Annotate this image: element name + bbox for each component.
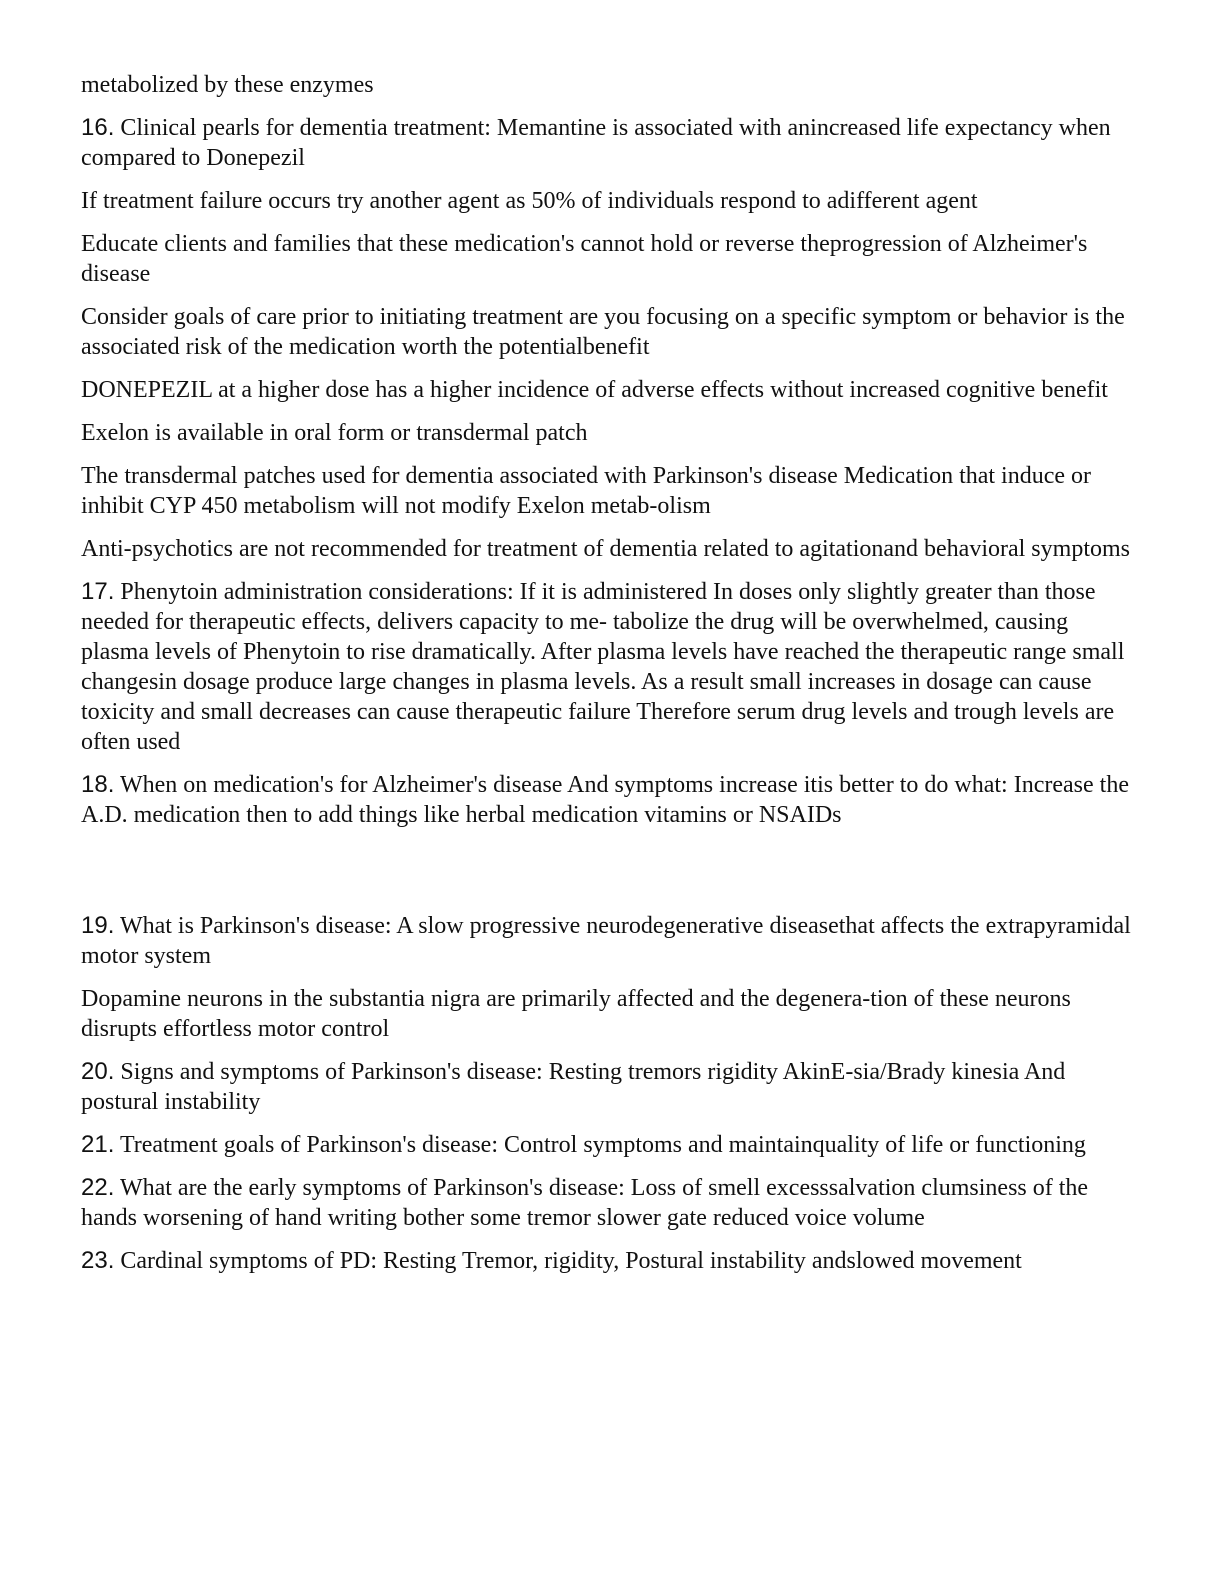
- paragraph-text: metabolized by these enzymes: [81, 72, 374, 98]
- item-18: [81, 770, 1132, 830]
- item-22: [81, 1173, 1132, 1233]
- paragraph: [81, 534, 1132, 564]
- paragraph: [81, 984, 1132, 1044]
- paragraph-text: Exelon is available in oral form or transdermal patch: [81, 420, 588, 446]
- paragraph-text: If treatment failure occurs try another agent as 50% of individuals respond to adifferent agent: [81, 188, 978, 214]
- section-gap: [81, 843, 1132, 911]
- item-number: 18.: [81, 771, 115, 798]
- item-text: Treatment goals of Parkinson's disease: Control symptoms and maintainquality of life or functioning: [114, 1132, 1086, 1158]
- paragraph: [81, 461, 1132, 521]
- item-text: What is Parkinson's disease: A slow progressive neurodegenerative diseasethat affects the extrapyramidal motor system: [81, 913, 1131, 969]
- item-text: Clinical pearls for dementia treatment: Memantine is associated with anincreased life expectancy when compared to Donepezil: [81, 115, 1111, 171]
- item-number: 23.: [81, 1247, 115, 1274]
- item-23: [81, 1246, 1132, 1276]
- item-number: 20.: [81, 1058, 115, 1085]
- paragraph: [81, 186, 1132, 216]
- item-number: 16.: [81, 114, 115, 141]
- paragraph-text: Dopamine neurons in the substantia nigra are primarily affected and the degenera-tion of these neurons disrupts effortless motor control: [81, 986, 1071, 1042]
- item-number: 17.: [81, 578, 115, 605]
- item-21: [81, 1130, 1132, 1160]
- item-number: 19.: [81, 912, 115, 939]
- paragraph: [81, 375, 1132, 405]
- paragraph-continuation: [81, 70, 1132, 100]
- item-20: [81, 1057, 1132, 1117]
- paragraph: [81, 418, 1132, 448]
- item-19: [81, 911, 1132, 971]
- item-number: 21.: [81, 1131, 115, 1158]
- paragraph: [81, 302, 1132, 362]
- paragraph: [81, 229, 1132, 289]
- item-text: What are the early symptoms of Parkinson's disease: Loss of smell excesssalvation clumsiness of the hands worsening of hand writing bother some tremor slower gate reduced voice volume: [81, 1175, 1089, 1231]
- item-text: Phenytoin administration considerations: If it is administered In doses only slightly greater than those needed for therapeutic effects, delivers capacity to me- tabolize the drug will be overwhelmed, causing plasma levels of Phenytoin to rise dramatically. After plasma levels have reached the therapeutic range small changesin dosage produce large changes in plasma levels. As a result small increases in dosage can cause toxicity and small decreases can cause therapeutic failure Therefore serum drug levels and trough levels are often used: [81, 579, 1125, 755]
- paragraph-text: The transdermal patches used for dementia associated with Parkinson's disease Medication that induce or inhibit CYP 450 metabolism will not modify Exelon metab-olism: [81, 463, 1092, 519]
- item-17: [81, 577, 1132, 757]
- paragraph-text: Educate clients and families that these medication's cannot hold or reverse theprogression of Alzheimer's disease: [81, 231, 1088, 287]
- item-text: When on medication's for Alzheimer's disease And symptoms increase itis better to do what: Increase the A.D. medication then to add things like herbal medication vitamins or NSAIDs: [81, 772, 1129, 828]
- item-text: Cardinal symptoms of PD: Resting Tremor, rigidity, Postural instability andslowed movement: [114, 1248, 1022, 1274]
- item-16: [81, 113, 1132, 173]
- item-text: Signs and symptoms of Parkinson's disease: Resting tremors rigidity AkinE-sia/Brady kinesia And postural instability: [81, 1059, 1066, 1115]
- paragraph-text: Consider goals of care prior to initiating treatment are you focusing on a specific symptom or behavior is the associated risk of the medication worth the potentialbenefit: [81, 304, 1125, 360]
- paragraph-text: Anti-psychotics are not recommended for treatment of dementia related to agitationand behavioral symptoms: [81, 536, 1130, 562]
- paragraph-text: DONEPEZIL at a higher dose has a higher incidence of adverse effects without increased cognitive benefit: [81, 377, 1108, 403]
- item-number: 22.: [81, 1174, 115, 1201]
